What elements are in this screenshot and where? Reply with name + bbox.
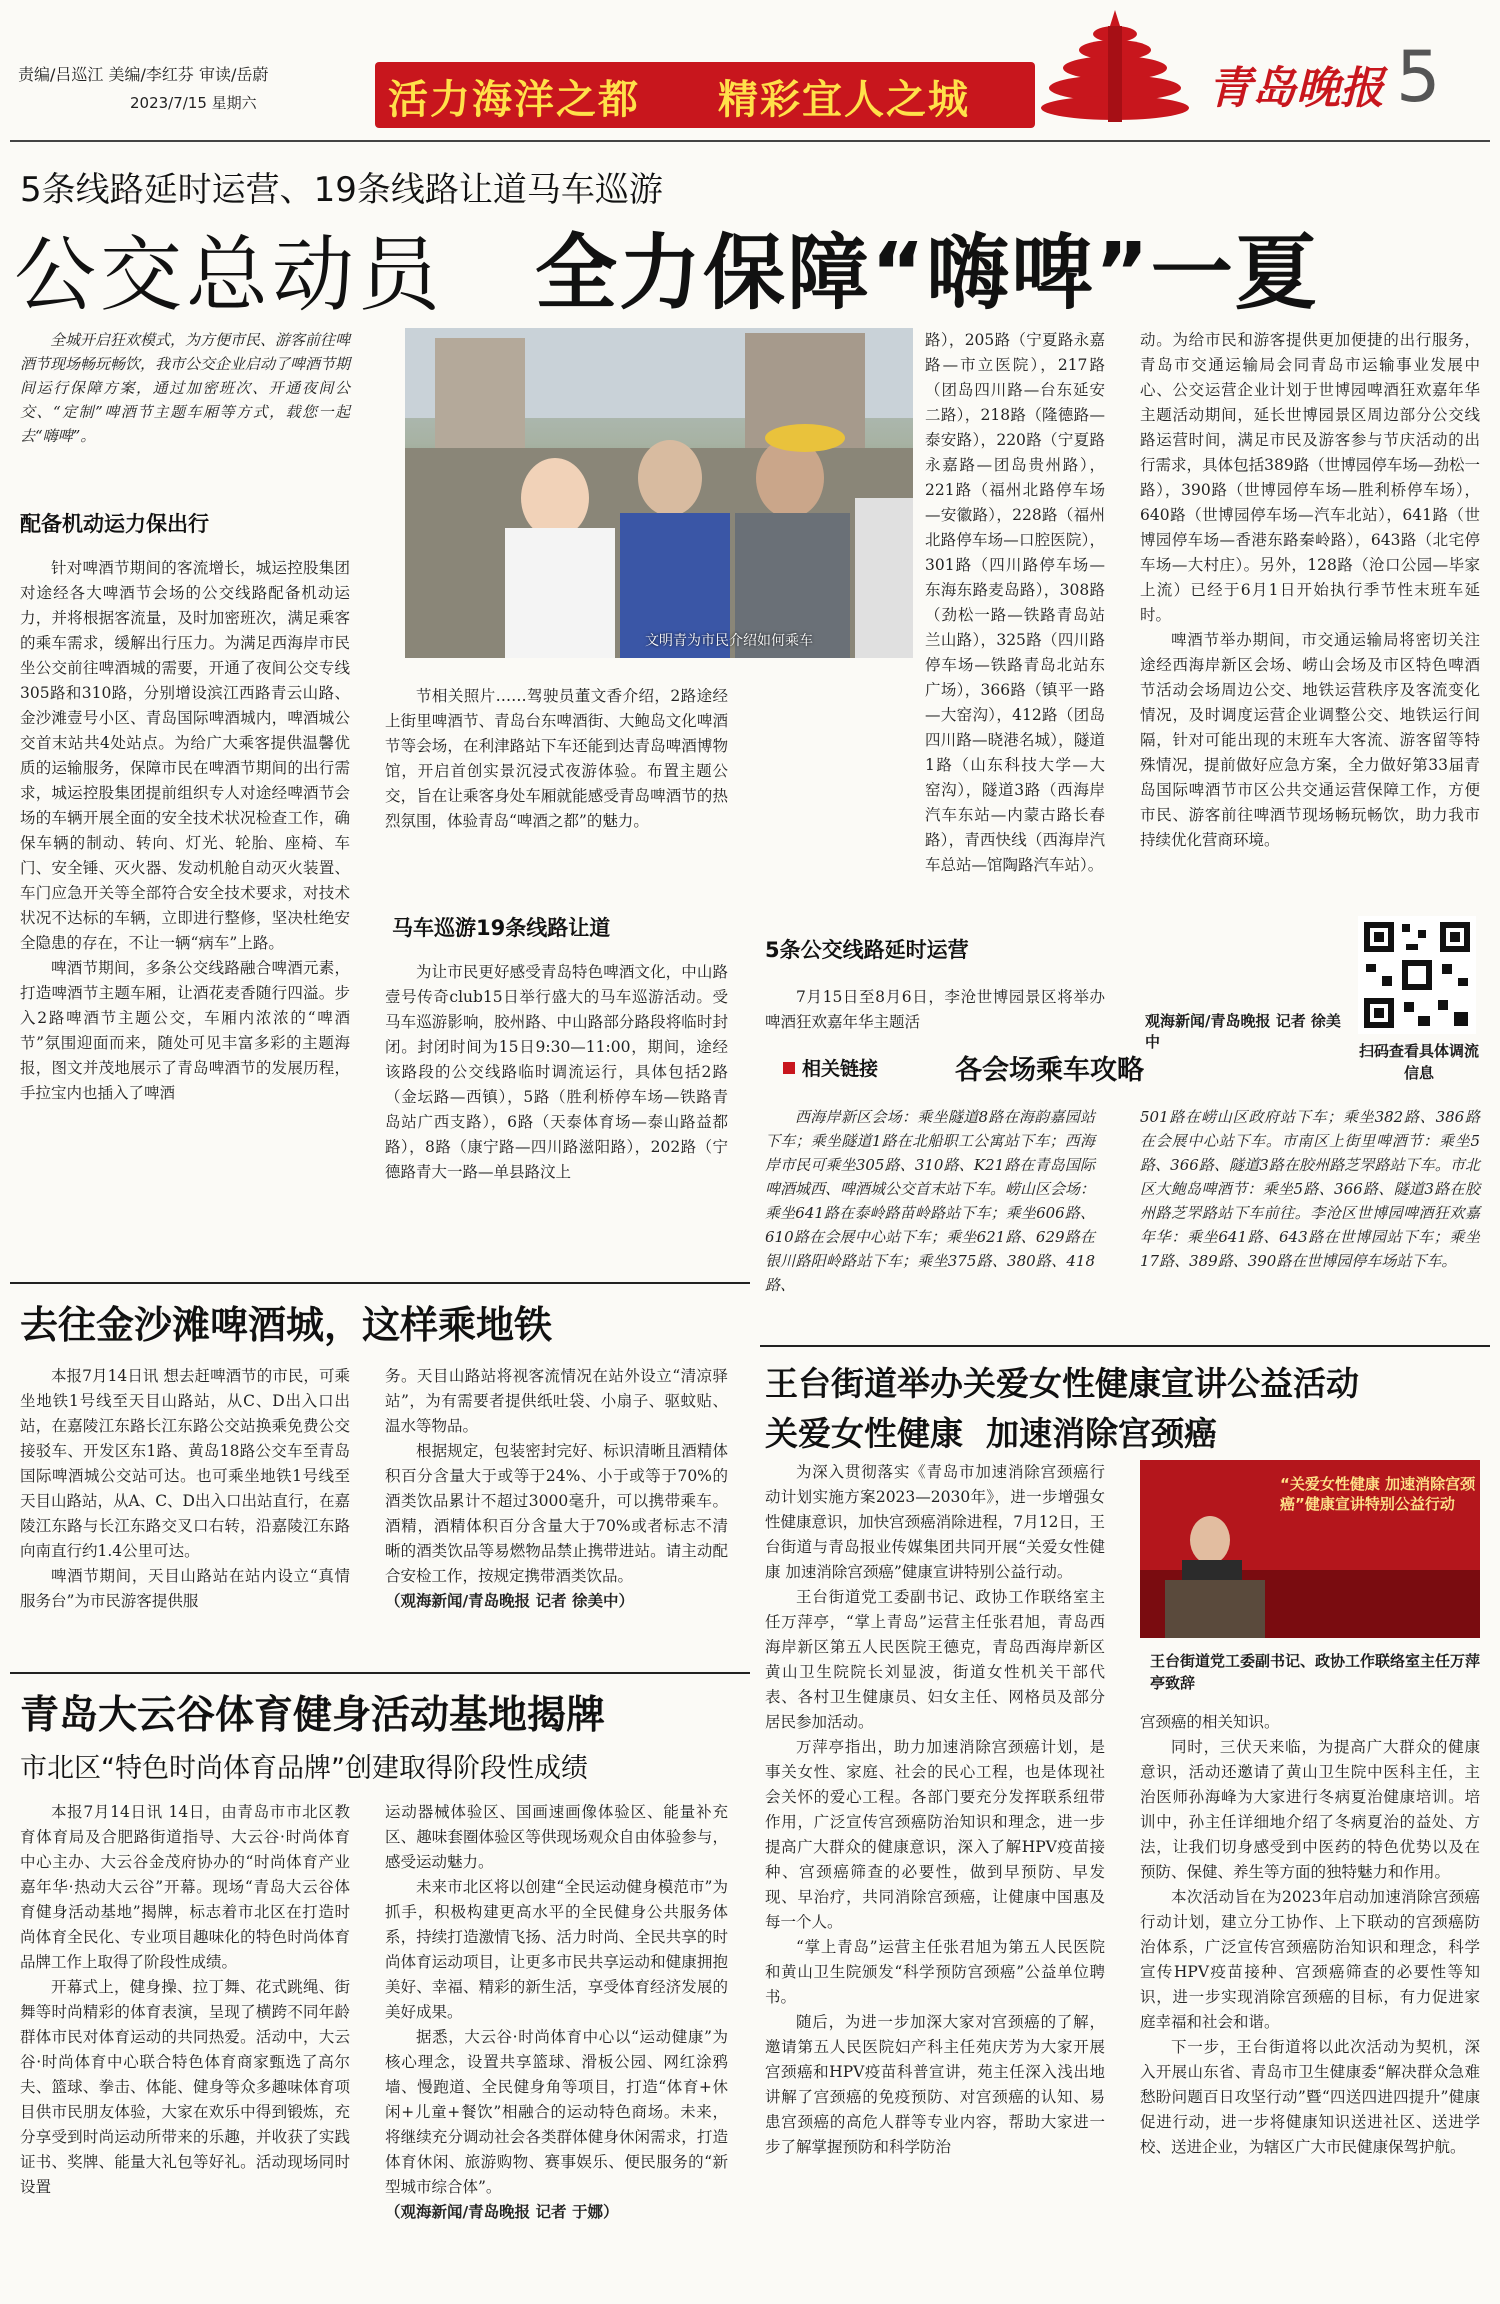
- article2-headline: 去往金沙滩啤酒城，这样乘地铁: [20, 1303, 553, 1347]
- article1-col2-top: 节相关照片……驾驶员董文香介绍，2路途经上街里啤酒节、青岛台东啤酒街、大鲍岛文化啤酒节等会场，在利津路站下车还能到达青岛啤酒博物馆，开启首创实景沉浸式夜游体验。布置主题公交，旨在让乘客身处车厢就能感受青岛啤酒节的热烈氛围，体验青岛“啤酒之都”的魅力。: [385, 687, 728, 830]
- article1-col1: 针对啤酒节期间的客流增长，城运控股集团对途经各大啤酒节会场的公交线路配备机动运力，并将根据客流量，及时加密班次，满足乘客的乘车需求，缓解出行压力。为满足西海岸市民坐公交前往啤酒城的需要，开通了夜间公交专线305路和310路，分别增设滨江西路青云山路、金沙滩壹号小区、青岛国际啤酒城内，啤酒城公交首末站共4处站点。为给广大乘客提供温馨优质的运输服务，保障市民在啤酒节期间的出行需求，城运控股集团提前组织专人对途经啤酒节会场的车辆开展全面的安全技术状况检查工作，确保车辆的制动、转向、灯光、轮胎、座椅、车门、安全锤、灭火器、发动机舱自动灭火装置、车门应急开关等全部符合安全技术要求，对技术状况不达标的车辆，立即进行整修，坚决杜绝安全隐患的存在，不让一辆“病车”上路。 啤酒节期间，多条公交线路融合啤酒元素，打造啤酒节主题车厢，让酒花麦香随行四溢。步入2路啤酒节主题公交，车厢内浓浓的“啤酒节”氛围迎面而来，随处可见丰富多彩的主题海报，图文并茂地展示了青岛啤酒节的发展历程，手拉宝内也插入了啤酒: [20, 559, 350, 1102]
- article1-col2-bottom: 为让市民更好感受青岛特色啤酒文化，中山路壹号传奇club15日举行盛大的马车巡游活动。受马车巡游影响，胶州路、中山路部分路段将临时封闭。封闭时间为15日9:30—11:00，期间，途经该路段的公交线路临时调流运行，具体包括2路（金坛路—西镇），5路（胜利桥停车场—铁路青岛站广西支路），6路（天泰体育场—泰山路益都路），8路（康宁路—四川路滋阳路），202路（宁德路青大一路—单县路汶上: [385, 963, 728, 1181]
- article1-col3-top: 路），205路（宁夏路永嘉路—市立医院），217路（团岛四川路—台东延安二路），218路（隆德路—泰安路），220路（宁夏路永嘉路—团岛贵州路），221路（福州北路停车场—安徽路），228路（福州北路停车场—口腔医院），301路（四川路停车场—东海东路麦岛路），308路（劲松一路—铁路青岛站兰山路），325路（四川路停车场—铁路青岛北站东广场），366路（镇平一路—大窑沟），412路（团岛四川路—晓港名城），隧道1路（山东科技大学—大窑沟），隧道3路（西海岸汽车东站—内蒙古路长春路），青西快线（西海岸汽车总站—馆陶路汽车站）。: [925, 331, 1105, 874]
- related-links-marker: [783, 1062, 795, 1074]
- article4-col1: 为深入贯彻落实《青岛市加速消除宫颈癌行动计划实施方案2023—2030年》，进一步增强女性健康意识，加快宫颈癌消除进程，7月12日，王台街道与青岛报业传媒集团共同开展“关爱女性健康 加速消除宫颈癌”健康宣讲特别公益行动。 王台街道党工委副书记、政协工作联络室主任万萍亭，“掌上青岛”运营主任张君旭，青岛西海岸新区第五人民医院王德克，青岛西海岸新区黄山卫生院院长刘显波，街道女性机关干部代表、各村卫生健康员、妇女主任、网格员及部分居民参加活动。 万萍亭指出，助力加速消除宫颈癌计划，是事关女性、家庭、社会的民心工程，也是体现社会关怀的爱心工程。各部门要充分发挥联系纽带作用，广泛宣传宫颈癌防治知识和理念，进一步提高广大群众的健康意识，深入了解HPV疫苗接种、宫颈癌筛查的必要性，做到早预防、早发现、早治疗，共同消除宫颈癌，让健康中国惠及每一个人。 “掌上青岛”运营主任张君旭为第五人民医院和黄山卫生院颁发“科学预防宫颈癌”公益单位聘书。 随后，为进一步加深大家对宫颈癌的了解，邀请第五人民医院妇产科主任苑庆芳为大家开展宫颈癌和HPV疫苗科普宣讲，苑主任深入浅出地讲解了宫颈癌的免疫预防、对宫颈癌的认知、易患宫颈癌的高危人群等专业内容，帮助大家进一步了解掌握预防和科学防治: [765, 1463, 1105, 2156]
- article1-sub3: 5条公交线路延时运营: [765, 938, 969, 962]
- article1-photo-caption: 文明青为市民介绍如何乘车: [645, 633, 813, 649]
- article1-photo: [405, 328, 913, 658]
- article3-col1: 本报7月14日讯 14日，由青岛市市北区教育体育局及合肥路街道指导、大云谷·时尚体育中心主办、大云谷金茂府协办的“时尚体育产业嘉年华·热动大云谷”开幕。现场“青岛大云谷体育健身活动基地”揭牌，标志着市北区在打造时尚体育全民化、专业项目趣味化的特色时尚体育品牌工作上取得了阶段性成绩。 开幕式上，健身操、拉丁舞、花式跳绳、街舞等时尚精彩的体育表演，呈现了横跨不同年龄群体市民对体育运动的共同热爱。活动中，大云谷·时尚体育中心联合特色体育商家甄选了高尔夫、篮球、拳击、体能、健身等众多趣味体育项目供市民朋友体验，大家在欢乐中得到锻炼，充分享受到时尚运动所带来的乐趣，并收获了实践证书、奖牌、能量大礼包等好礼。活动现场同时设置: [20, 1803, 350, 2196]
- section-rule-1: [10, 1282, 750, 1284]
- article4-photo-banner: “关爱女性健康 加速消除宫颈癌”健康宣讲特别公益行动: [1280, 1475, 1476, 1513]
- article1-sub2: 马车巡游19条线路让道: [392, 916, 611, 940]
- article2-col1: 本报7月14日讯 想去赶啤酒节的市民，可乘坐地铁1号线至天目山路站，从C、D出入口出站，在嘉陵江东路长江东路公交站换乘免费公交接驳车、开发区东1路、黄岛18路公交车至青岛国际啤酒城公交站可达。也可乘坐地铁1号线至天目山路站，从A、C、D出入口出站直行，在嘉陵江东路与长江东路交叉口右转，沿嘉陵江东路向南直行约1.4公里可达。 啤酒节期间，天目山路站在站内设立“真情服务台”为市民游客提供服: [20, 1367, 350, 1610]
- article3-col2: 运动器械体验区、国画速画像体验区、能量补充区、趣味套圈体验区等供现场观众自由体验参与，感受运动魅力。 未来市北区将以创建“全民运动健身模范市”为抓手，积极构建更高水平的全民健身公共服务体系，持续打造激情飞扬、活力时尚、全民共享的时尚体育运动项目，让更多市民共享运动和健康拥抱美好、幸福、精彩的新生活，享受体育经济发展的美好成果。 据悉，大云谷·时尚体育中心以“运动健康”为核心理念，设置共享篮球、滑板公园、网红涂鸦墙、慢跑道、全民健身角等项目，打造“体育+休闲+儿童+餐饮”相融合的运动特色商场。未来，将继续充分调动社会各类群体健身休闲需求，打造体育休闲、旅游购物、赛事娱乐、便民服务的“新型城市综合体”。 （观海新闻/青岛晚报 记者 于娜）: [385, 1800, 728, 2225]
- article3-headline: 青岛大云谷体育健身活动基地揭牌: [20, 1693, 606, 1738]
- article1-col4: 动。为给市民和游客提供更加便捷的出行服务，青岛市交通运输局会同青岛市运输事业发展中心、公交运营企业计划于世博园啤酒狂欢嘉年华主题活动期间，延长世博园景区周边部分公交线路运营时间，满足市民及游客参与节庆活动的出行需求，具体包括389路（世博园停车场—劲松一路），390路（世博园停车场—胜利桥停车场），640路（世博园停车场—汽车北站），641路（世博园停车场—香港东路秦岭路），643路（北宅停车场—大村庄）。另外，128路（沧口公园—毕家上流）已经于6月1日开始执行季节性末班车延时。 啤酒节举办期间，市交通运输局将密切关注途经西海岸新区会场、崂山会场及市区特色啤酒节活动会场周边公交、地铁运营秩序及客流变化情况，及时调度运营企业调整公交、地铁运行间隔，针对可能出现的末班车大客流、游客留等特殊情况，提前做好应急方案，全力做好第33届青岛国际啤酒节市区公共交通运营保障工作，方便市民、游客前往啤酒节现场畅玩畅饮，助力我市持续优化营商环境。: [1140, 331, 1480, 849]
- photo-scene-icon: [405, 328, 913, 658]
- tower-logo-icon: [1040, 4, 1190, 128]
- related-links-right: 501路在崂山区政府站下车；乘坐382路、386路在会展中心站下车。市南区上街里啤酒节：乘坐5路、366路、隧道3路在胶州路芝罘路站下车。市北区大鲍岛啤酒节：乘坐5路、366路、隧道3路在胶州路芝罘路站下车前往。李沧区世博园啤酒狂欢嘉年华：乘坐641路、643路在世博园站下车；乘坐17路、389路、390路在世博园停车场站下车。: [1140, 1108, 1480, 1270]
- slogan-right: 精彩宜人之城: [718, 77, 970, 123]
- article1-sub1: 配备机动运力保出行: [20, 512, 209, 536]
- article3-subhead: 市北区“特色时尚体育品牌”创建取得阶段性成绩: [20, 1753, 588, 1784]
- article1-headline-right: 全力保障“嗨啤”一夏: [535, 226, 1319, 321]
- article2-col2: 务。天目山路站将视客流情况在站外设立“清凉驿站”，为有需要者提供纸吐袋、小扇子、驱蚊贴、温水等物品。 根据规定，包装密封完好、标识清晰且酒精体积百分含量大于或等于24%、小于或等于70%的酒类饮品累计不超过3000毫升，可以携带乘车。酒精，酒精体积百分含量大于70%或者标志不清晰的酒类饮品等易燃物品禁止携带进站。请主动配合安检工作，按规定携带酒类饮品。 （观海新闻/青岛晚报 记者 徐美中）: [385, 1364, 728, 1614]
- issue-date: 2023/7/15 星期六: [130, 94, 257, 112]
- article1-kicker: 5条线路延时运营、19条线路让道马车巡游: [20, 170, 663, 210]
- article3-byline: （观海新闻/青岛晚报 记者 于娜）: [385, 2203, 619, 2221]
- paper-name: 青岛晚报: [1208, 63, 1384, 114]
- qr-caption: 扫码查看具体调流信息: [1358, 1042, 1479, 1082]
- page-number: 5: [1396, 36, 1441, 118]
- article4-headline-1: 王台街道举办关爱女性健康宣讲公益活动: [765, 1364, 1359, 1403]
- qr-code-icon: [1358, 916, 1476, 1034]
- related-links-title: 各会场乘车攻略: [955, 1055, 1144, 1086]
- article4-photo-caption: 王台街道党工委副书记、政协工作联络室主任万萍亭致辞: [1150, 1652, 1481, 1692]
- article1-col3-bottom: 7月15日至8月6日，李沧世博园景区将举办啤酒狂欢嘉年华主题活: [765, 988, 1105, 1031]
- related-links-tag: 相关链接: [802, 1058, 879, 1080]
- article4-photo: [1140, 1460, 1480, 1638]
- section-rule-2: [10, 1672, 750, 1674]
- editors-credit: 责编/吕巡江 美编/李红芬 审读/岳蔚: [18, 65, 269, 84]
- masthead-rule: [10, 140, 1490, 142]
- article1-byline: 观海新闻/青岛晚报 记者 徐美中: [1145, 1012, 1341, 1051]
- article1-lead: 全城开启狂欢模式，为方便市民、游客前往啤酒节现场畅玩畅饮，我市公交企业启动了啤酒节期间运行保障方案，通过加密班次、开通夜间公交、“定制”啤酒节主题车厢等方式，载您一起去“嗨啤”。: [20, 331, 351, 445]
- article2-byline: （观海新闻/青岛晚报 记者 徐美中）: [385, 1592, 634, 1610]
- article1-headline-left: 公交总动员: [14, 228, 445, 323]
- related-links-left: 西海岸新区会场：乘坐隧道8路在海韵嘉园站下车；乘坐隧道1路在北船职工公寓站下车；西海岸市民可乘坐305路、310路、K21路在青岛国际啤酒城西、啤酒城公交首末站下车。崂山区会场：乘坐641路在泰岭路苗岭路站下车；乘坐606路、610路在会展中心站下车；乘坐621路、629路在银川路阳岭路站下车；乘坐375路、380路、418路、: [765, 1108, 1096, 1294]
- slogan-left: 活力海洋之都: [388, 77, 640, 123]
- section-rule-1b: [760, 1345, 1490, 1347]
- article4-col2: 宫颈癌的相关知识。 同时，三伏天来临，为提高广大群众的健康意识，活动还邀请了黄山卫生院中医科主任，主治医师孙海峰为大家进行冬病夏治健康培训。培训中，孙主任详细地介绍了冬病夏治的益处、方法，让我们切身感受到中医药的特色优势以及在预防、保健、养生等方面的独特魅力和作用。 本次活动旨在为2023年启动加速消除宫颈癌行动计划，建立分工协作、上下联动的宫颈癌防治体系，广泛宣传宫颈癌防治知识和理念，科学宣传HPV疫苗接种、宫颈癌筛查的必要性等知识，进一步实现消除宫颈癌的目标，有力促进家庭幸福和社会和谐。 下一步，王台街道将以此次活动为契机，深入开展山东省、青岛市卫生健康委“解决群众急难愁盼问题百日攻坚行动”暨“四送四进四提升”健康促进行动，进一步将健康知识送进社区、送进学校、送进企业，为辖区广大市民健康保驾护航。: [1140, 1713, 1480, 2156]
- article4-headline-2: 关爱女性健康 加速消除宫颈癌: [765, 1414, 1217, 1453]
